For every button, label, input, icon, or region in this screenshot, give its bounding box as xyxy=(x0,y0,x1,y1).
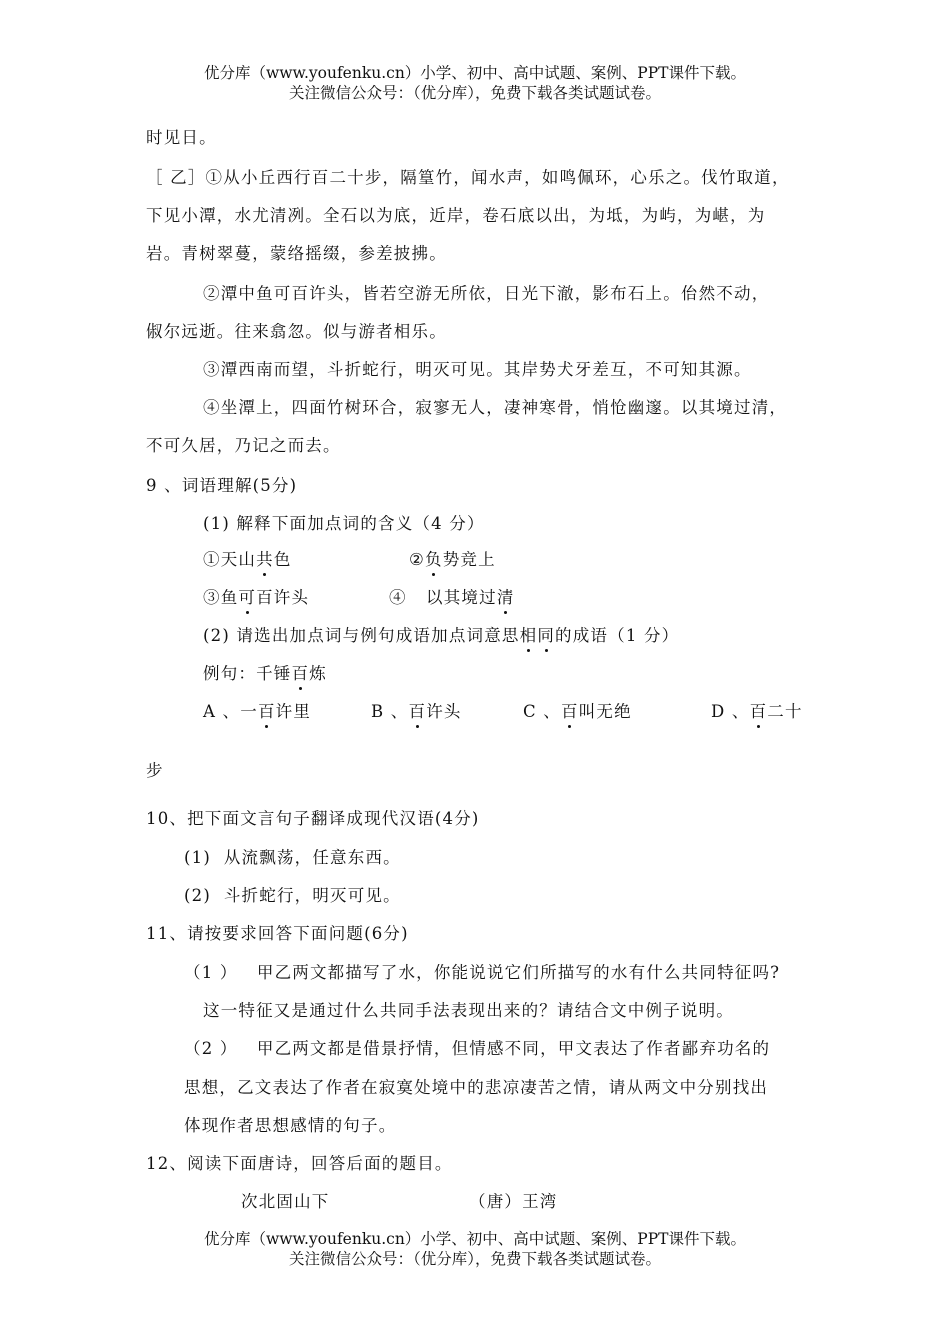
dotted-char: 百 xyxy=(258,698,276,722)
passage-line: 岩。青树翠蔓，蒙络摇缀，参差披拂。 xyxy=(146,244,447,263)
q9-option-d-wrap: 步 xyxy=(146,761,164,780)
header-line-1: 优分库（www.youfenku.cn）小学、初中、高中试题、案例、PPT课件下载。 xyxy=(203,64,747,82)
dotted-char: 百 xyxy=(408,698,426,722)
q9-option-a: A 、一百许里 xyxy=(203,698,311,722)
q9-sub1: (1) 解释下面加点词的含义（4 分） xyxy=(203,514,485,533)
q9-sub2: (2) 请选出加点词与例句成语加点词意思相同的成语（1 分） xyxy=(203,622,679,646)
q11-part1-line2: 这一特征又是通过什么共同手法表现出来的？请结合文中例子说明。 xyxy=(203,1001,734,1020)
dotted-char: 相 xyxy=(520,622,538,646)
dotted-char: 共 xyxy=(256,546,274,570)
dotted-char: 清 xyxy=(497,584,515,608)
q11-title: 11、请按要求回答下面问题(6分) xyxy=(146,924,409,943)
footer-line-1: 优分库（www.youfenku.cn）小学、初中、高中试题、案例、PPT课件下载。 xyxy=(203,1230,747,1248)
passage-line: ④坐潭上，四面竹树环合，寂寥无人，凄神寒骨，悄怆幽邃。以其境过清， xyxy=(203,398,788,417)
q11-part2-line1: （2 ） 甲乙两文都是借景抒情，但情感不同，甲文表达了作者鄙弃功名的 xyxy=(184,1039,771,1058)
footer-line-2: 关注微信公众号：（优分库），免费下载各类试题试卷。 xyxy=(288,1250,661,1268)
passage-line: 俶尔远逝。往来翕忽。似与游者相乐。 xyxy=(146,322,447,341)
q9-option-c: C 、百叫无绝 xyxy=(523,698,632,722)
q10-sentence-1: (1) 从流飘荡，任意东西。 xyxy=(184,848,401,867)
passage-line: 下见小潭，水尤清冽。全石以为底，近岸，卷石底以出，为坻，为屿，为嵁，为 xyxy=(146,206,766,225)
dotted-char: 负 xyxy=(425,546,443,570)
q9-option-d: D 、百二十 xyxy=(711,698,803,722)
q9-example: 例句：千锤百炼 xyxy=(203,660,327,684)
q9-option-b: B 、百许头 xyxy=(371,698,462,722)
q11-part2-line2: 思想，乙文表达了作者在寂寞处境中的悲凉凄苦之情，请从两文中分别找出 xyxy=(184,1078,769,1097)
q9-word-4: ④ 以其境过清 xyxy=(389,584,515,608)
q9-word-3: ③鱼可百许头 xyxy=(203,584,309,608)
q11-part1-line1: （1 ） 甲乙两文都描写了水，你能说说它们所描写的水有什么共同特征吗? xyxy=(184,963,781,982)
q10-sentence-2: (2) 斗折蛇行，明灭可见。 xyxy=(184,886,401,905)
q11-part2-line3: 体现作者思想感情的句子。 xyxy=(184,1116,397,1135)
dotted-char: 可 xyxy=(238,584,256,608)
dotted-char: 百 xyxy=(561,698,579,722)
passage-line: 时见日。 xyxy=(146,128,217,147)
passage-line: ②潭中鱼可百许头，皆若空游无所依，日光下澈，影布石上。佁然不动， xyxy=(203,284,770,303)
q9-word-1: ①天山共色 xyxy=(203,546,292,570)
q12-title: 12、阅读下面唐诗，回答后面的题目。 xyxy=(146,1154,453,1173)
dotted-char: 百 xyxy=(750,698,768,722)
passage-line: ③潭西南而望，斗折蛇行，明灭可见。其岸势犬牙差互，不可知其源。 xyxy=(203,360,752,379)
poem-author: （唐）王湾 xyxy=(469,1192,558,1211)
dotted-char: 百 xyxy=(292,660,310,684)
header-line-2: 关注微信公众号：（优分库），免费下载各类试题试卷。 xyxy=(288,84,661,102)
q9-title: 9 、词语理解(5分) xyxy=(146,476,298,495)
q9-word-2: ②负势竞上 xyxy=(409,546,496,570)
q10-title: 10、把下面文言句子翻译成现代汉语(4分) xyxy=(146,809,480,828)
dotted-char: 同 xyxy=(537,622,555,646)
passage-line: ［ 乙］①从小丘西行百二十步，隔篁竹，闻水声，如鸣佩环，心乐之。伐竹取道， xyxy=(146,168,790,187)
poem-title: 次北固山下 xyxy=(241,1192,330,1211)
passage-line: 不可久居，乃记之而去。 xyxy=(146,436,341,455)
